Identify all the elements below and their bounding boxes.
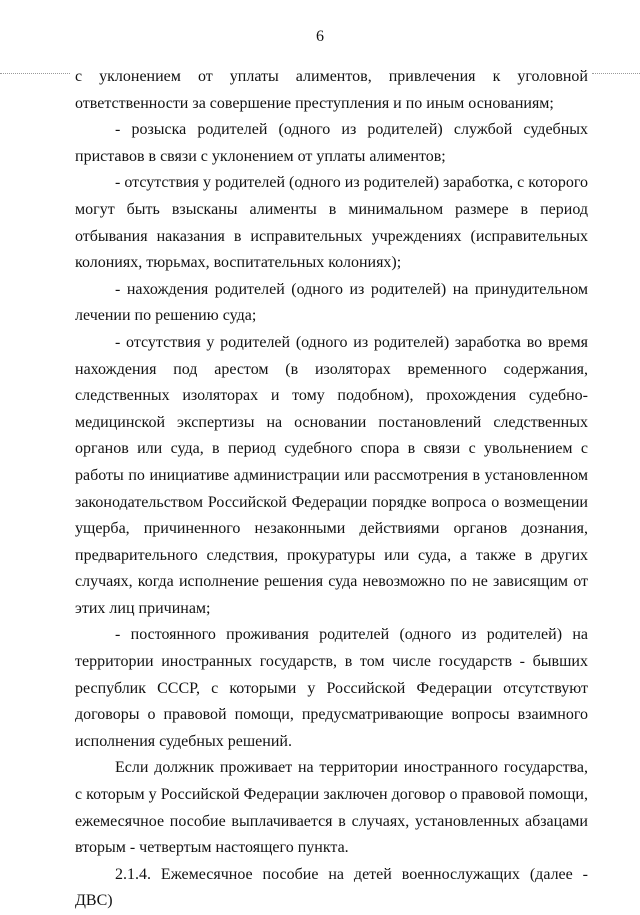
paragraph-continuation: с уклонением от уплаты алиментов, привлечения к уголовной ответственности за совершение преступления и по иным основаниям; (75, 68, 588, 112)
list-item-no-earnings-arrest: - отсутствия у родителей (одного из родителей) заработка во время нахождения под арестом (в изоляторах временного содержания, следственных изоляторах и тому подобном), прохождения судебно-медицинской экспертизы на основании постановлений следственных органов или суда, в период судебного спора в связи с увольнением с работы по инициативе администрации или рассмотрения в установленном законодательством Российской Федерации порядке вопроса о возмещении ущерба, причиненного незаконными действиями органов дознания, предварительного следствия, прокуратуры или суда, а также в других случаях, когда исполнение решения суда невозможно по не зависящим от этих лиц причинам; (75, 333, 588, 617)
list-item-no-earnings-correctional: - отсутствия у родителей (одного из родителей) заработка, с которого могут быть взысканы алименты в минимальном размере в период отбывания наказания в исправительных учреждениях (исправительных колониях, тюрьмах, воспитательных колониях); (75, 174, 588, 272)
scan-artifact-right (592, 73, 640, 76)
section-heading-2-1-4: 2.1.4. Ежемесячное пособие на детей военнослужащих (далее - ДВС) (75, 865, 588, 910)
document-body (75, 64, 588, 915)
list-item-foreign-residence: - постоянного проживания родителей (одного из родителей) на территории иностранных государств, в том числе государств - бывших республик СССР, с которыми у Российской Федерации отсутствуют договоры о правовой помощи, предусматривающие вопросы взаимного исполнения судебных решений. (75, 626, 588, 750)
list-item-search-parents: - розыска родителей (одного из родителей) службой судебных приставов в связи с уклонением от уплаты алиментов; (75, 121, 588, 165)
scan-artifact-left (0, 73, 70, 76)
page-number: 6 (316, 28, 324, 45)
paragraph-debtor-abroad: Если должник проживает на территории иностранного государства, с которым у Российской Федерации заключен договор о правовой помощи, ежемесячное пособие выплачивается в случаях, установленных абзацами вторым - четвертым настоящего пункта. (75, 759, 588, 857)
list-item-compulsory-treatment: - нахождения родителей (одного из родителей) на принудительном лечении по решению суда; (75, 280, 588, 325)
